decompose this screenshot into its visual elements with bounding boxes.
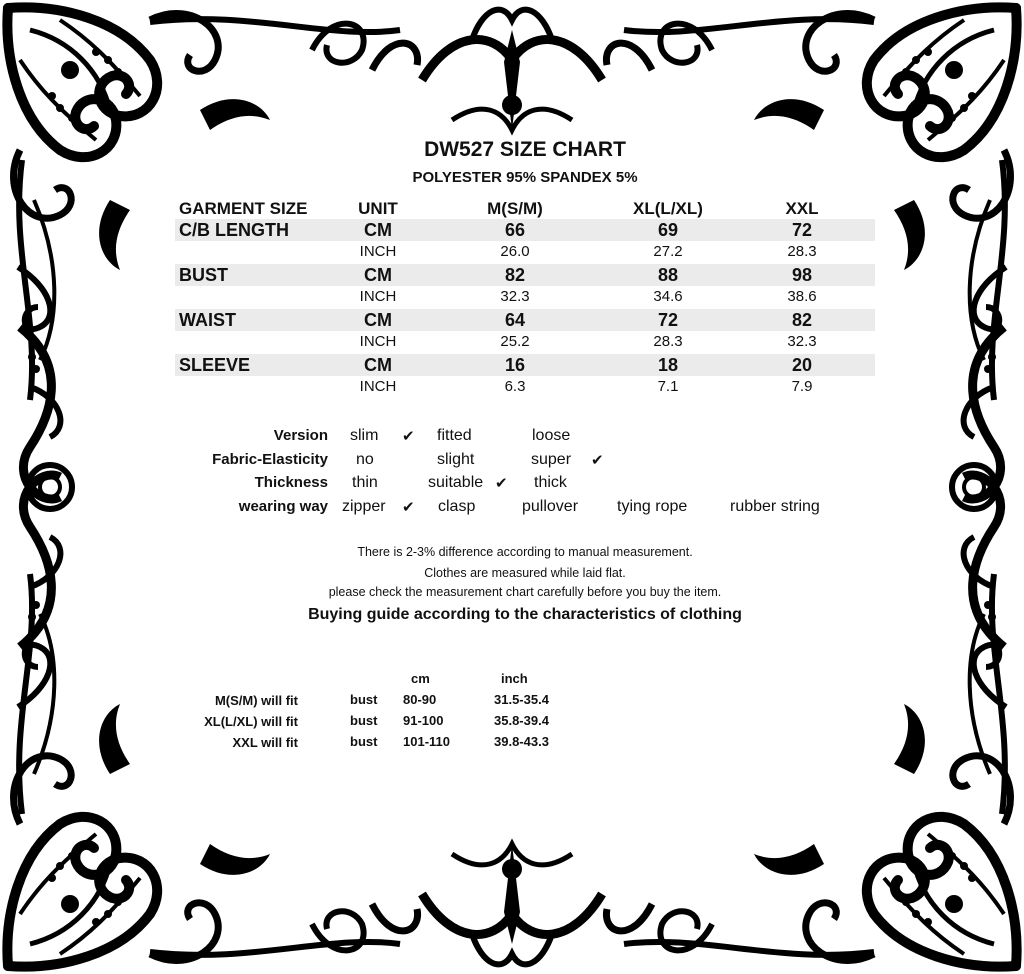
table-row-bust-cm xyxy=(175,264,875,287)
unit-inch: INCH xyxy=(359,378,397,395)
guide-cm: 101-110 xyxy=(403,734,450,749)
option-super: super xyxy=(531,451,572,468)
guide-col-inch: inch xyxy=(501,671,528,686)
option-tying-rope: tying rope xyxy=(617,498,688,515)
table-cell: 38.6 xyxy=(787,288,817,305)
unit-inch: INCH xyxy=(359,243,397,260)
unit-inch: INCH xyxy=(359,333,397,350)
guide-fit-xxl: XXL will fit xyxy=(232,735,298,750)
table-header-row xyxy=(175,196,875,219)
row-label: BUST xyxy=(179,264,228,285)
table-cell: 27.2 xyxy=(653,243,683,260)
note-laid-flat: Clothes are measured while laid flat. xyxy=(424,566,626,580)
fabric-composition: POLYESTER 95% SPANDEX 5% xyxy=(412,169,638,186)
option-loose: loose xyxy=(532,427,571,444)
option-pullover: pullover xyxy=(522,498,579,515)
table-cell: 69 xyxy=(657,219,679,240)
table-cell: 32.3 xyxy=(787,333,817,350)
char-label-fabric-elasticity: Fabric-Elasticity xyxy=(212,451,328,468)
table-cell: 82 xyxy=(791,309,813,330)
row-label: SLEEVE xyxy=(179,354,251,375)
table-cell: 88 xyxy=(657,264,679,285)
buying-guide-heading: Buying guide according to the characteristics of clothing xyxy=(308,606,742,623)
size-table xyxy=(175,196,875,399)
option-thin: thin xyxy=(352,474,378,491)
check-icon: ✔ xyxy=(402,499,415,516)
note-measurement-difference: There is 2-3% difference according to manual measurement. xyxy=(357,545,693,559)
guide-part: bust xyxy=(350,692,378,707)
header-unit: UNIT xyxy=(358,199,398,218)
guide-inch: 35.8-39.4 xyxy=(494,713,549,728)
header-size-m: M(S/M) xyxy=(487,199,543,218)
chart-title: DW527 SIZE CHART xyxy=(424,138,626,161)
guide-part: bust xyxy=(350,713,378,728)
table-cell: 7.1 xyxy=(657,378,679,395)
table-cell: 25.2 xyxy=(500,333,530,350)
guide-col-cm: cm xyxy=(411,671,430,686)
option-clasp: clasp xyxy=(438,498,476,515)
table-row-bust-inch xyxy=(175,286,875,309)
table-row-waist-cm xyxy=(175,309,875,332)
table-row-cb-length-inch xyxy=(175,241,875,264)
table-row-waist-inch xyxy=(175,331,875,354)
table-cell: 82 xyxy=(504,264,526,285)
table-cell: 26.0 xyxy=(500,243,530,260)
option-suitable: suitable xyxy=(428,474,484,491)
guide-fit-m: M(S/M) will fit xyxy=(214,693,298,708)
table-row-sleeve-cm xyxy=(175,354,875,377)
row-label: C/B LENGTH xyxy=(179,219,289,240)
char-label-version: Version xyxy=(273,427,328,444)
table-cell: 32.3 xyxy=(500,288,530,305)
row-label: WAIST xyxy=(179,309,236,330)
table-cell: 34.6 xyxy=(653,288,683,305)
char-label-wearing-way: wearing way xyxy=(238,498,328,515)
option-rubber-string: rubber string xyxy=(730,498,820,515)
header-garment-size: GARMENT SIZE xyxy=(179,199,308,218)
check-icon: ✔ xyxy=(495,475,508,492)
option-thick: thick xyxy=(534,474,567,491)
table-cell: 64 xyxy=(504,309,526,330)
table-cell: 28.3 xyxy=(653,333,683,350)
option-zipper: zipper xyxy=(342,498,386,515)
table-cell: 16 xyxy=(504,354,526,375)
table-cell: 20 xyxy=(791,354,813,375)
header-size-xl: XL(L/XL) xyxy=(633,199,703,218)
guide-part: bust xyxy=(350,734,378,749)
option-slight: slight xyxy=(437,451,475,468)
table-cell: 6.3 xyxy=(504,378,526,395)
unit-cm: CM xyxy=(364,264,392,285)
table-cell: 66 xyxy=(504,219,526,240)
check-icon: ✔ xyxy=(402,428,415,445)
table-cell: 28.3 xyxy=(787,243,817,260)
option-no: no xyxy=(356,451,374,468)
table-cell: 98 xyxy=(791,264,813,285)
guide-fit-xl: XL(L/XL) will fit xyxy=(204,714,298,729)
table-cell: 18 xyxy=(657,354,679,375)
option-fitted: fitted xyxy=(437,427,472,444)
guide-inch: 39.8-43.3 xyxy=(494,734,549,749)
header-size-xxl: XXL xyxy=(785,199,819,218)
unit-cm: CM xyxy=(364,309,392,330)
unit-cm: CM xyxy=(364,354,392,375)
guide-inch: 31.5-35.4 xyxy=(494,692,549,707)
unit-cm: CM xyxy=(364,219,392,240)
table-cell: 7.9 xyxy=(791,378,813,395)
char-label-thickness: Thickness xyxy=(254,474,328,491)
table-cell: 72 xyxy=(791,219,813,240)
guide-cm: 91-100 xyxy=(403,713,444,728)
table-row-cb-length-cm xyxy=(175,219,875,242)
guide-cm: 80-90 xyxy=(403,692,437,707)
option-slim: slim xyxy=(350,427,379,444)
table-cell: 72 xyxy=(657,309,679,330)
note-check-chart: please check the measurement chart carefully before you buy the item. xyxy=(328,585,722,599)
unit-inch: INCH xyxy=(359,288,397,305)
check-icon: ✔ xyxy=(591,452,604,469)
table-row-sleeve-inch xyxy=(175,376,875,399)
